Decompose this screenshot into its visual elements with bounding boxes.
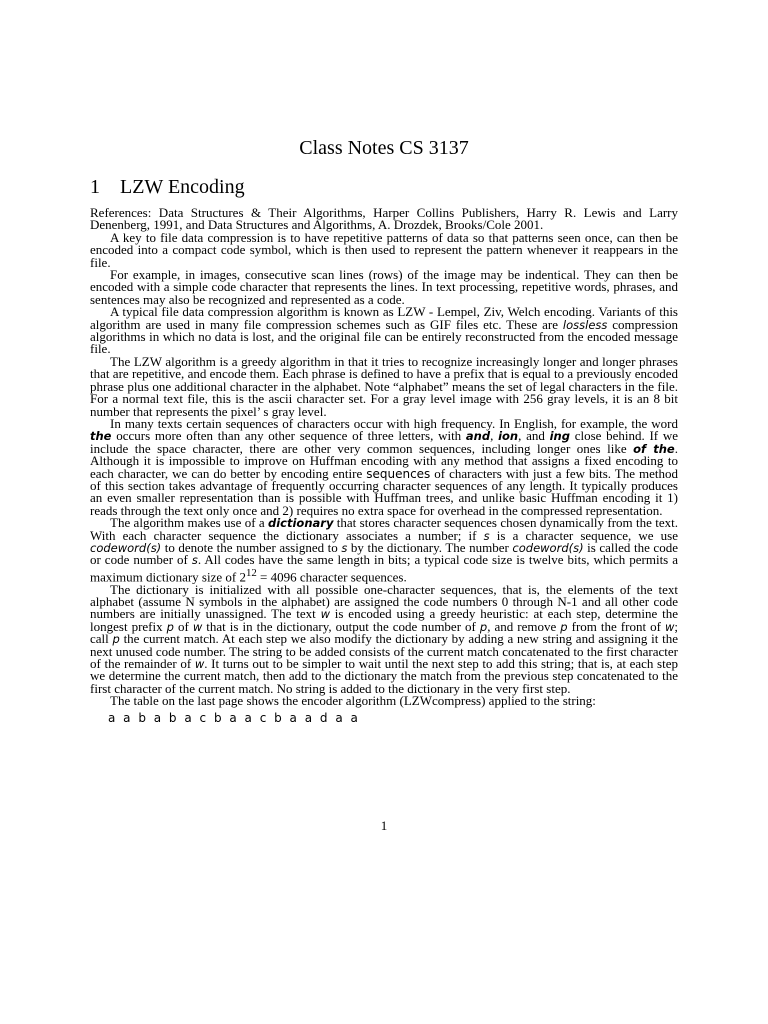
keyword-of-the: of the — [633, 441, 675, 456]
keyword-p: p — [112, 632, 120, 647]
text-run: is encoded using a greedy heuristic: at each step, determine the longest prefix — [90, 606, 679, 634]
exponent: 12 — [245, 566, 257, 579]
keyword-s: s — [341, 540, 348, 555]
keyword-p: p — [166, 619, 174, 634]
text-run: , and remove — [487, 618, 561, 634]
text-run: occurs more often than any other sequence of three letters, with — [111, 428, 466, 444]
text-run: ; call — [90, 618, 678, 647]
keyword-dictionary: dictionary — [268, 516, 334, 531]
text-run: from the front of — [567, 618, 665, 634]
text-run: is called the code or code number of — [90, 539, 678, 568]
text-run: by the dictionary. The number — [347, 539, 513, 555]
paragraph-dictionary — [90, 517, 678, 583]
keyword-w: w — [194, 656, 205, 671]
keyword-lossless: lossless — [562, 317, 608, 332]
keyword-ing: ing — [549, 429, 570, 444]
section-title: LZW Encoding — [120, 176, 245, 198]
text-run: = 4096 character sequences. — [256, 569, 407, 585]
paragraph-table-reference — [90, 695, 678, 707]
keyword-sequences: sequences — [366, 466, 431, 481]
paragraph-lzw-definition — [90, 306, 678, 356]
keyword-codeword: codeword(s) — [512, 540, 584, 555]
text-run: A typical file data compression algorithm is known as LZW - Lempel, Ziv, Welch encoding. Variants of this algorithm are used in many file compression schemes such as GIF files etc. These are — [90, 304, 678, 332]
keyword-s: s — [191, 553, 198, 568]
text-run: The dictionary is initialized with all possible one-character sequences, that is, the elements of the text alphabet (assume N symbols in the alphabet) are assigned the code numbers 0 through N-1 and all other code numbers are initially unassigned. The text — [90, 581, 678, 622]
keyword-w: w — [664, 619, 675, 634]
text-run: is a character sequence, we use — [489, 527, 678, 543]
text-run: . Although it is impossible to improve on Huffman encoding with any method that assigns a fixed encoding to each character, we can do better by encoding entire — [90, 440, 678, 481]
paragraph-images-example — [90, 269, 678, 306]
text-run: A key to file data compression is to have repetitive patterns of data so that patterns seen once, can then be encoded into a compact code symbol, which is then used to represent the pattern whenever it reappears in the file. — [90, 229, 678, 270]
text-run: to denote the number assigned to — [161, 539, 342, 555]
paragraph-compression-intro — [90, 229, 678, 270]
text-run: that stores character sequences chosen dynamically from the text. With each character sequence the dictionary associates a number; if — [90, 515, 678, 543]
text-run: . All codes have the same length in bits; a typical code size is twelve bits, which permits a maximum dictionary size of 2 — [90, 552, 678, 585]
text-run: compression algorithms in which no data is lost, and the original file can be entirely reconstructed from the encoded message file. — [90, 316, 678, 357]
text-run: The table on the last page shows the encoder algorithm (LZWcompress) applied to the string: — [110, 693, 596, 709]
text-run: References: Data Structures & Their Algorithms, Harper Collins Publishers, Harry R. Lewis and Larry Denenberg, 1991, and Data Structures and Algorithms, A. Drozdek, Brooks/Cole 2001. — [90, 205, 678, 233]
text-run: , and — [518, 428, 550, 444]
text-run: the current match. At each step we also modify the dictionary by adding a new string and assigning it the next unused code number. The string to be added consists of the current match concatenated to the first character of the remainder of — [90, 631, 679, 671]
section-number: 1 — [90, 176, 100, 198]
text-run: . It turns out to be simpler to wait until the next step to add this string; that is, at each step we determine the current match, then add to the dictionary the match from the previous step concatenated to the first character of the current match. No string is added to the dictionary in the very first step. — [90, 655, 678, 696]
text-run: The LZW algorithm is a greedy algorithm in that it tries to recognize increasingly longer and longer phrases that are repetitive, and encode them. Each phrase is defined to have a prefix that is equal to a previously encoded phrase plus one additional character in the alphabet. Note “alphabet” means the set of legal characters in the file. For a normal text file, this is the ascii character set. For a gray level image with 256 gray levels, it is an 8 bit number that represents the pixel’ s gray level. — [90, 353, 678, 419]
text-run: of characters with just a few bits. The method of this section takes advantage of frequently occurring character sequences of any length. It typically produces an even smaller representation than is possible with Huffman trees, and unlike basic Huffman encoding it 1) reads through the text only once and 2) requires no extra space for overhead in the compressed representation. — [90, 465, 678, 518]
section-heading — [90, 175, 245, 199]
keyword-w: w — [320, 607, 330, 622]
keyword-s: s — [483, 528, 490, 543]
text-run: The algorithm makes use of a — [110, 515, 268, 531]
text-run: that is in the dictionary, output the code number of — [202, 618, 480, 634]
keyword-the: the — [90, 429, 112, 444]
paragraph-initialization — [90, 581, 679, 696]
keyword-ion: ion — [498, 429, 519, 444]
paragraph-greedy-algorithm — [90, 353, 678, 419]
keyword-p: p — [560, 619, 568, 634]
text-run: close behind. If we include the space character, there are other very common sequences, including longer ones like — [90, 428, 679, 456]
references-paragraph — [90, 207, 678, 232]
text-run: In many texts certain sequences of characters occur with high frequency. In English, for example, the word — [110, 415, 678, 431]
keyword-codeword: codeword(s) — [90, 540, 162, 555]
body-text — [90, 207, 678, 724]
keyword-and: and — [465, 429, 491, 444]
text-run: For example, in images, consecutive scan lines (rows) of the image may be indentical. They can then be encoded with a simple code character that represents the lines. In text processing, repetitive words, phrases, and sentences may also be recognized and represented as a code. — [90, 267, 678, 307]
text-run: , — [490, 428, 499, 444]
paragraph-sequences — [90, 415, 679, 518]
page-number: 1 — [380, 818, 388, 833]
keyword-p: p — [479, 619, 488, 634]
page-title: Class Notes CS 3137 — [299, 137, 469, 159]
keyword-w: w — [192, 619, 203, 634]
sample-string: a a b a b a c b a a c b a a d a a — [108, 710, 360, 725]
text-run: of — [173, 618, 193, 634]
